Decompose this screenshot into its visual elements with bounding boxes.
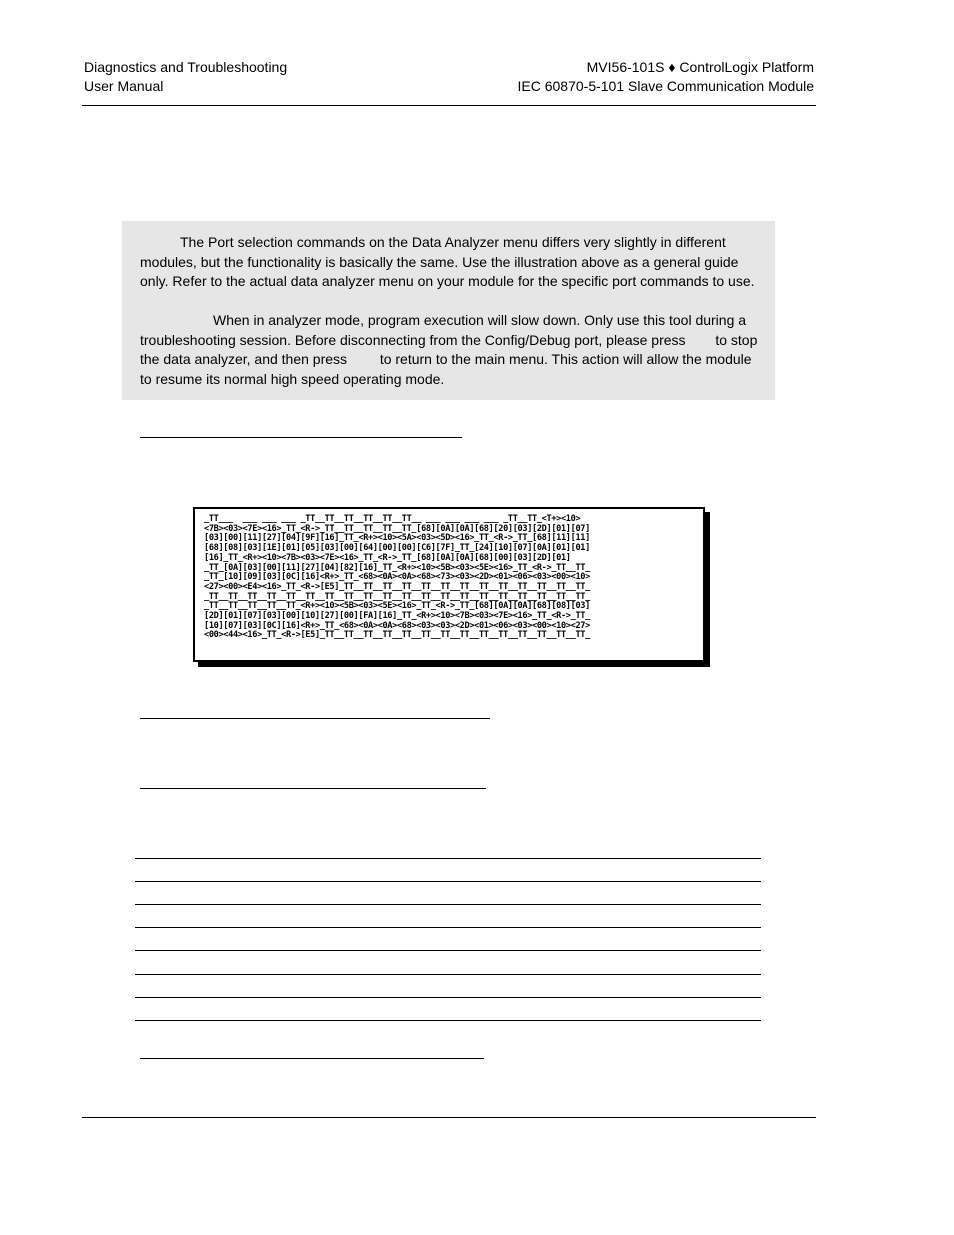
note-paragraph-analyzer-mode (140, 311, 760, 389)
terminal-line: _TT__TT__TT__TT__TT_<R+><10><5B><03><5E><16>_TT_<R->_TT_[68][0A][0A][68][08][03] (204, 601, 590, 612)
table-row-line (135, 950, 761, 951)
terminal-line: [03][00][11][27][04][9F][16]_TT_<R+><10><5A><03><5D><16>_TT_<R->_TT_[68][11][11] (204, 533, 590, 544)
table-row-line (135, 974, 761, 975)
terminal-line: [10][07][03][0C][16]<R+>_TT_<68><0A><0A><68><03><03><2D><01><06><03><00><10><27> (204, 620, 590, 631)
section-heading-rule-3 (140, 788, 486, 789)
note-box (122, 221, 775, 400)
terminal-line: _TT_[0A][03][00][11][27][04][82][16]_TT_<R+><10><5B><03><5E><16>_TT_<R->_TT__TT_ (204, 562, 590, 573)
terminal-line: _TT__TT__TT__TT__TT__TT__TT__TT__TT__TT__TT__TT__TT__TT__TT__TT__TT__TT__TT__TT_ (204, 591, 590, 602)
manual-title: User Manual (84, 78, 164, 94)
terminal-output (204, 515, 697, 641)
terminal-line: [68][08][03][1E][01][05][03][00][64][00][00][C6][7F]_TT_[24][10][07][0A][01][01] (204, 543, 590, 554)
section-heading-rule-4 (140, 1058, 484, 1059)
module-title: IEC 60870-5-101 Slave Communication Module (517, 78, 814, 94)
terminal-line: <00><44><16>_TT_<R->[E5]_TT__TT__TT__TT__TT__TT__TT__TT__TT__TT__TT__TT__TT__TT_ (204, 630, 590, 641)
data-analyzer-screenshot (193, 507, 705, 662)
table-row-line (135, 904, 761, 905)
table-row-line (135, 1020, 761, 1021)
terminal-line: [2D][01][07][03][00][10][27][00][FA][16]_TT_<R+><10><7B><03><7E><16>_TT_<R->_TT_ (204, 611, 590, 622)
table-row-line (135, 927, 761, 928)
terminal-line: _TT___ ___ ___ ___ _TT__TT__TT__TT__TT__TT__ ___ ___ ___ ___ _TT__TT_<T+><10> (204, 514, 581, 524)
terminal-line: <27><00><E4><16>_TT_<R->[E5]_TT__TT__TT__TT__TT__TT__TT__TT__TT__TT__TT__TT__TT_ (204, 581, 590, 592)
header-divider (82, 105, 816, 106)
section-heading-rule-1 (140, 437, 462, 438)
section-title: Diagnostics and Troubleshooting (84, 59, 288, 75)
page-header-left (84, 58, 287, 96)
table-row-line (135, 881, 761, 882)
footer-divider (82, 1117, 816, 1118)
note-text-a: When in analyzer mode, program execution will slow down. Only use this tool during a troubleshooting session. Before disconnecting from the Config/Debug port, please press (140, 312, 747, 348)
note-paragraph-port-selection: The Port selection commands on the Data Analyzer menu differs very slightly in different modules, but the functionality is basically the same. Use the illustration above as a general guide only. Refer to the actual data analyzer menu on your module for the specific port commands to use. (140, 234, 755, 289)
note-text-c: to return to the main menu. This action will allow the module to resume its normal high speed operating mode. (140, 351, 752, 387)
section-heading-rule-2 (140, 718, 490, 719)
table-row-line (135, 858, 761, 859)
product-title: MVI56-101S ♦ ControlLogix Platform (586, 59, 814, 75)
table-row-line (135, 997, 761, 998)
terminal-line: _TT_[10][09][03][0C][16]<R+>_TT_<68><0A><0A><68><73><03><2D><01><06><03><00><10> (204, 572, 590, 583)
note-text-b: to stop the data analyzer, and then press (140, 331, 758, 367)
terminal-line: [16]_TT_<R+><10><7B><03><7E><16>_TT_<R->_TT_[68][0A][0A][68][00][03][2D][01] (204, 552, 571, 563)
page-header-right (518, 58, 815, 96)
terminal-line: <7B><03><7E><16>_TT_<R->_TT__TT__TT__TT__TT_[68][0A][0A][68][20][03][2D][01][07] (204, 523, 590, 534)
